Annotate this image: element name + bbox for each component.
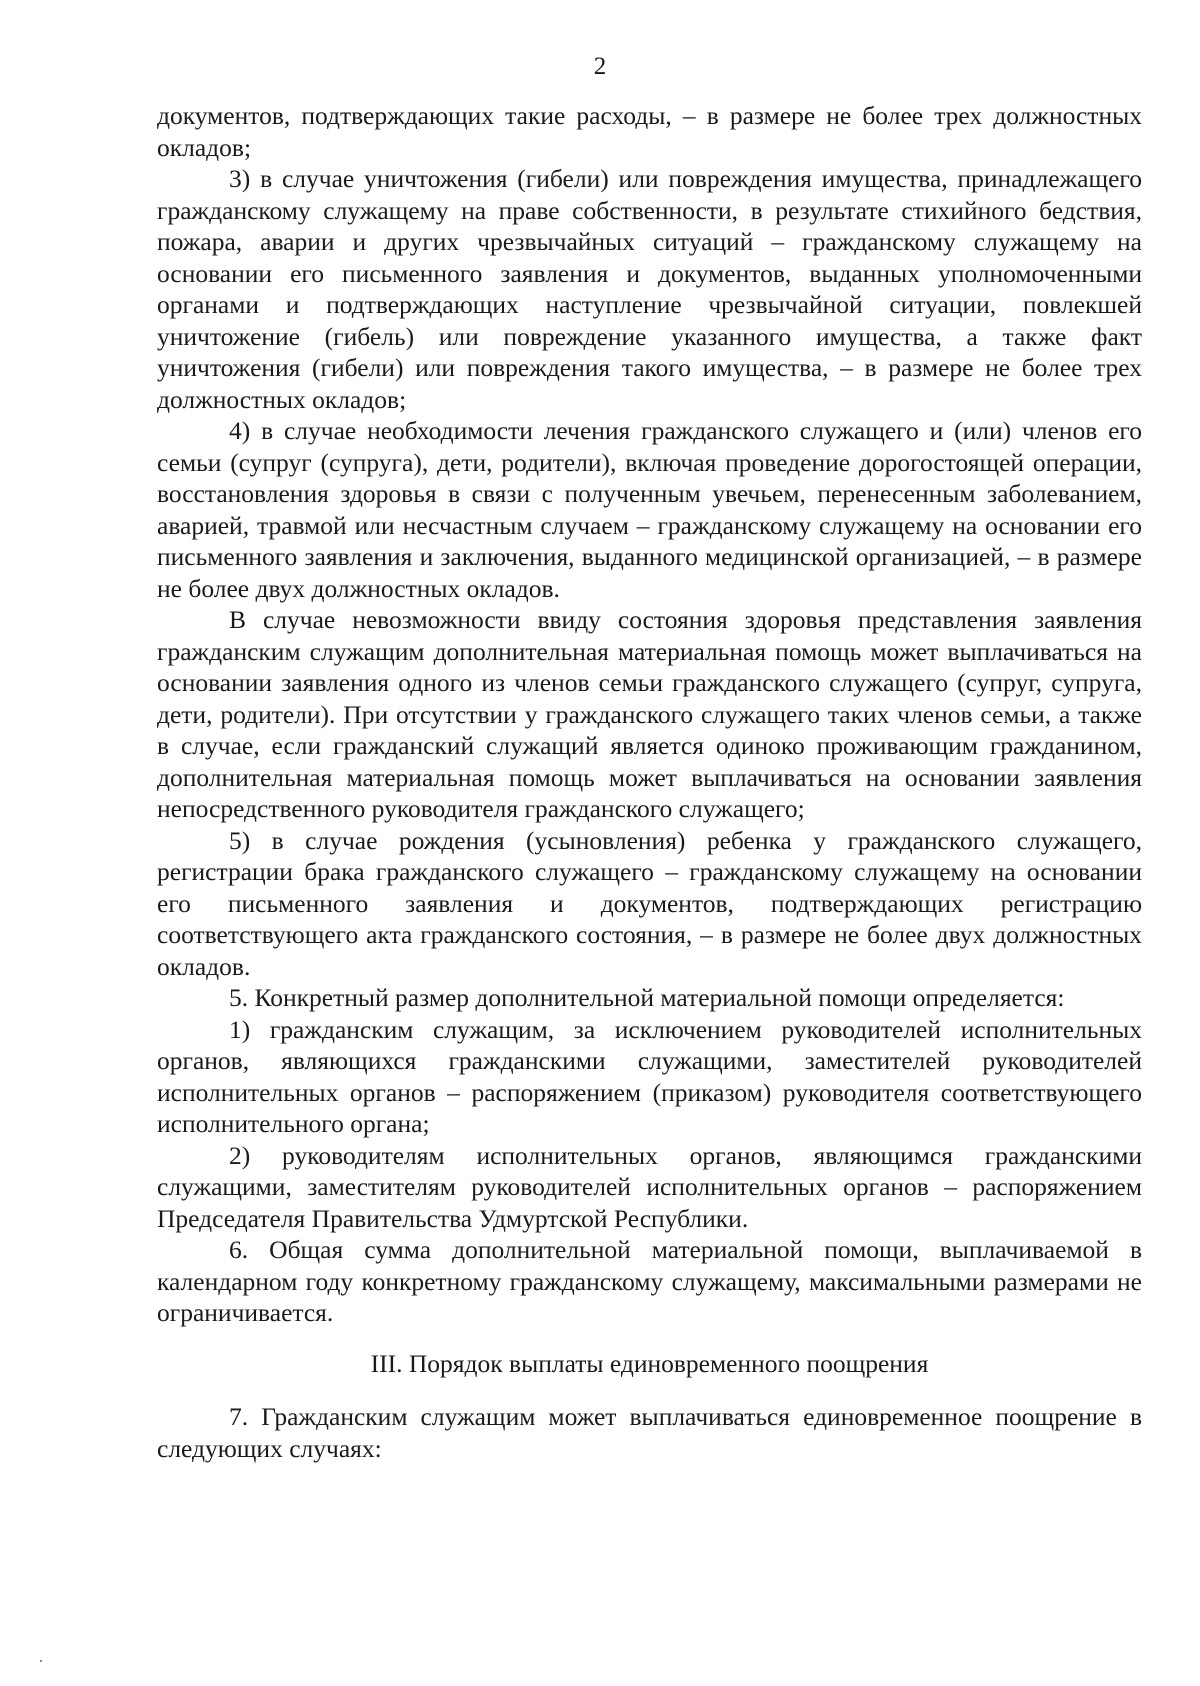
- paragraph-clause-5-item-1: 1) гражданским служащим, за исключением руководителей исполнительных органов, являющихся гражданскими служащими, заместителей руководителей исполнительных органов – распоряжением (приказом) руководителя соответствующего исполнительного органа;: [157, 1014, 1142, 1138]
- paragraph-clause-5: 5. Конкретный размер дополнительной материальной помощи определяется:: [229, 983, 1065, 1012]
- paragraph-clause-6: 6. Общая сумма дополнительной материальной помощи, выплачиваемой в календарном году конкретному гражданскому служащему, максимальными размерами не ограничивается.: [157, 1235, 1142, 1327]
- paragraph-continuation: документов, подтверждающих такие расходы, – в размере не более трех должностных окладов;: [157, 101, 1142, 162]
- paragraph-clause-5-item-2: 2) руководителям исполнительных органов, являющимся гражданскими служащими, заместителям руководителей исполнительных органов – распоряжением Председателя Правительства Удмуртской Республики.: [157, 1140, 1142, 1233]
- page-number: 2: [593, 53, 607, 80]
- scan-speck: [40, 1660, 42, 1662]
- section-heading: III. Порядок выплаты единовременного поощрения: [370, 1348, 929, 1378]
- paragraph-item-5: 5) в случае рождения (усыновления) ребенка у гражданского служащего, регистрации брака гражданского служащего – гражданскому служащему на основании его письменного заявления и документов, подтверждающих регистрацию соответствующего акта гражданского состояния, – в размере не более двух должностных окладов.: [157, 825, 1142, 981]
- document-body: [157, 100, 1142, 1464]
- paragraph-item-3: 3) в случае уничтожения (гибели) или повреждения имущества, принадлежащего гражданскому служащему на праве собственности, в результате стихийного бедствия, пожара, аварии и других чрезвычайных ситуаций – гражданскому служащему на основании его письменного заявления и документов, выданных уполномоченными органами и подтверждающих наступление чрезвычайной ситуации, повлекшей уничтожение (гибель) или повреждение указанного имущества, а также факт уничтожения (гибели) или повреждения такого имущества, – в размере не более трех должностных окладов;: [157, 164, 1142, 414]
- paragraph-clause-7: 7. Гражданским служащим может выплачиваться единовременное поощрение в следующих случаях:: [157, 1402, 1142, 1463]
- paragraph-item-4: 4) в случае необходимости лечения гражданского служащего и (или) членов его семьи (супруг (супруга), дети, родители), включая проведение дорогостоящей операции, восстановления здоровья в связи с полученным увечьем, перенесенным заболеванием, аварией, травмой или несчастным случаем – гражданскому служащему на основании его письменного заявления и заключения, выданного медицинской организацией, – в размере не более двух должностных окладов.: [157, 416, 1142, 603]
- paragraph-health-case: В случае невозможности ввиду состояния здоровья представления заявления гражданским служащим дополнительная материальная помощь может выплачиваться на основании заявления одного из членов семьи гражданского служащего (супруг, супруга, дети, родители). При отсутствии у гражданского служащего таких членов семьи, а также в случае, если гражданский служащий является одиноко проживающим гражданином, дополнительная материальная помощь может выплачиваться на основании заявления непосредственного руководителя гражданского служащего;: [157, 605, 1142, 823]
